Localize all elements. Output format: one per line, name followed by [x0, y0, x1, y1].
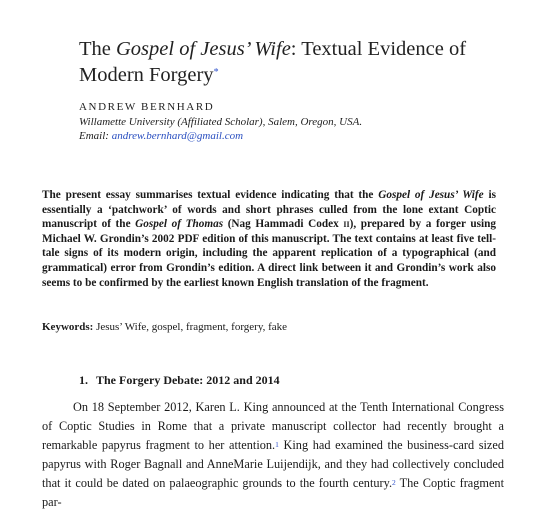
title-footnote-mark[interactable]: *	[213, 67, 219, 78]
footnote-ref-2[interactable]: 2	[392, 478, 396, 487]
body-text	[42, 398, 504, 512]
body-text-3: The Coptic fragment par-	[42, 476, 504, 509]
abstract-text-1: The present essay summarises textual evidence indicating that the	[42, 189, 379, 201]
title-text-end: : Textual Evidence of Modern Forgery	[79, 38, 467, 86]
abstract-text-3: (Nag Hammadi Codex	[223, 218, 344, 231]
email-link[interactable]: andrew.bernhard@gmail.com	[111, 130, 244, 142]
keywords-list: Jesus’ Wife, gospel, fragment, forgery, fake	[93, 321, 288, 333]
abstract-text-2: is essentially a ‘patchwork’ of words and short phrases culled from the lone extant Coptic manuscript of the	[42, 189, 496, 231]
keywords-label: Keywords:	[42, 321, 94, 333]
keywords	[42, 321, 502, 333]
email-label: Email:	[79, 130, 112, 142]
title-italic: Gospel of Jesus’ Wife	[116, 38, 291, 60]
body-text-1: On 18 September 2012, Karen L. King announced at the Tenth International Congress of Coptic Studies in Rome that a private manuscript collector had recently brought a remarkable papyrus fragment to her attention.	[42, 400, 504, 452]
title-text-start: The	[79, 38, 116, 60]
body-text-2: King had examined the business-card sized papyrus with Roger Bagnall and AnneMarie Luijendijk, and they had collectively concluded that it could be dated on palaeographic grounds to the fourth century.	[42, 438, 504, 490]
section-title: The Forgery Debate: 2012 and 2014	[96, 373, 280, 387]
author-email	[79, 130, 243, 142]
abstract-codex-numeral: ii	[343, 218, 350, 231]
body-paragraph	[42, 398, 504, 512]
abstract-text-4: ), prepared by a forger using Michael W. Grondin’s 2002 PDF edition of this manuscript. The text contains at least five tell-tale signs of its modern origin, including the apparent replication of a typographical (and grammatical) error from Grondin’s edition. A direct link between it and Grondin’s work also seems to be confirmed by the earliest known English translation of the fragment.	[42, 218, 496, 289]
abstract-italic-1: Gospel of Jesus’ Wife	[378, 189, 484, 201]
abstract-italic-2: Gospel of Thomas	[135, 218, 224, 231]
section-number: 1.	[79, 373, 88, 387]
author-name: ANDREW BERNHARD	[79, 101, 215, 113]
footnote-ref-1[interactable]: 1	[275, 440, 279, 449]
section-heading	[79, 373, 280, 388]
author-affiliation: Willamette University (Affiliated Scholar), Salem, Oregon, USA.	[79, 116, 363, 128]
abstract	[42, 188, 496, 290]
paper-title	[79, 36, 519, 88]
